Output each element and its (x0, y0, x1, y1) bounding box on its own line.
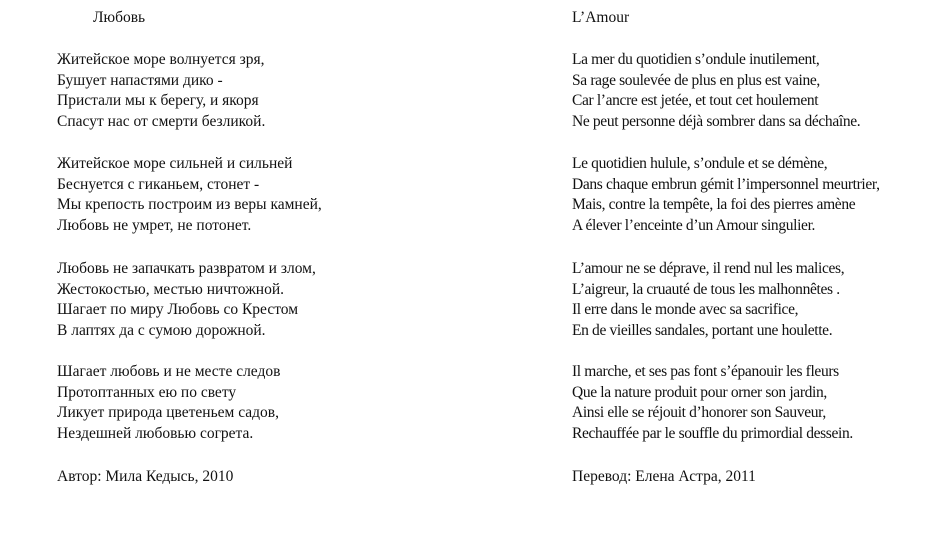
stanza-4 (57, 362, 497, 444)
verse-line: Ne peut personne déjà sombrer dans sa déchaîne. (572, 112, 861, 130)
verse-line: Le quotidien hulule, s’ondule et se démène, (572, 155, 828, 172)
verse-line: Мы крепость построим из веры камней, (57, 196, 322, 214)
verse-line: Шагает любовь и не месте следов (57, 363, 281, 380)
verse-line: Car l’ancre est jetée, et tout cet houlement (572, 92, 819, 110)
stanza-2 (57, 154, 497, 236)
stanza-2 (572, 154, 951, 236)
verse-line: Dans chaque embrun gémit l’impersonnel meurtrier, (572, 175, 880, 193)
verse-line: Ликует природа цветеньем садов, (57, 404, 279, 422)
verse-line: Mais, contre la tempête, la foi des pierres amène (572, 196, 856, 214)
poem-title-russian: Любовь (93, 9, 146, 26)
verse-line: Житейское море волнуется зря, (57, 51, 265, 68)
verse-line: Нездешней любовью согрета. (57, 424, 254, 442)
verse-line: Пристали мы к берегу, и якоря (57, 92, 259, 110)
verse-line: Жестокостью, местью ничтожной. (57, 280, 284, 298)
poem-title-french: L’Amour (572, 9, 630, 26)
verse-line: Rechauffée par le souffle du primordial dessein. (572, 424, 853, 442)
verse-line: La mer du quotidien s’ondule inutilement, (572, 51, 820, 68)
stanza-3 (57, 259, 497, 341)
verse-line: Спасут нас от смерти безликой. (57, 112, 266, 130)
verse-line: Любовь не запачкать развратом и злом, (57, 260, 316, 277)
verse-line: A élever l’enceinte d’un Amour singulier. (572, 216, 816, 234)
stanza-4 (572, 362, 951, 444)
verse-line: Протоптанных ею по свету (57, 383, 237, 401)
verse-line: Ainsi elle se réjouit d’honorer son Sauveur, (572, 404, 826, 422)
translator-credit: Перевод: Елена Астра, 2011 (572, 468, 756, 485)
verse-line: Il marche, et ses pas font s’épanouir les fleurs (572, 363, 839, 380)
verse-line: Шагает по миру Любовь со Крестом (57, 301, 299, 319)
verse-line: Sa rage soulevée de plus en plus est vaine, (572, 71, 820, 89)
verse-line: Il erre dans le monde avec sa sacrifice, (572, 301, 799, 319)
verse-line: L’amour ne se déprave, il rend nul les malices, (572, 260, 845, 277)
verse-line: Беснуется с гиканьем, стонет - (57, 175, 260, 193)
verse-line: En de vieilles sandales, portant une houlette. (572, 321, 833, 339)
verse-line: Que la nature produit pour orner son jardin, (572, 383, 827, 401)
verse-line: L’aigreur, la cruauté de tous les malhonnêtes . (572, 280, 840, 298)
verse-line: Бушует напастями дико - (57, 71, 223, 89)
stanza-1 (57, 50, 497, 132)
verse-line: В лаптях да с сумою дорожной. (57, 321, 266, 339)
verse-line: Житейское море сильней и сильней (57, 155, 293, 172)
stanza-3 (572, 259, 951, 341)
author-credit: Автор: Мила Кедысь, 2010 (57, 468, 234, 485)
stanza-1 (572, 50, 951, 132)
verse-line: Любовь не умрет, не потонет. (57, 216, 252, 234)
